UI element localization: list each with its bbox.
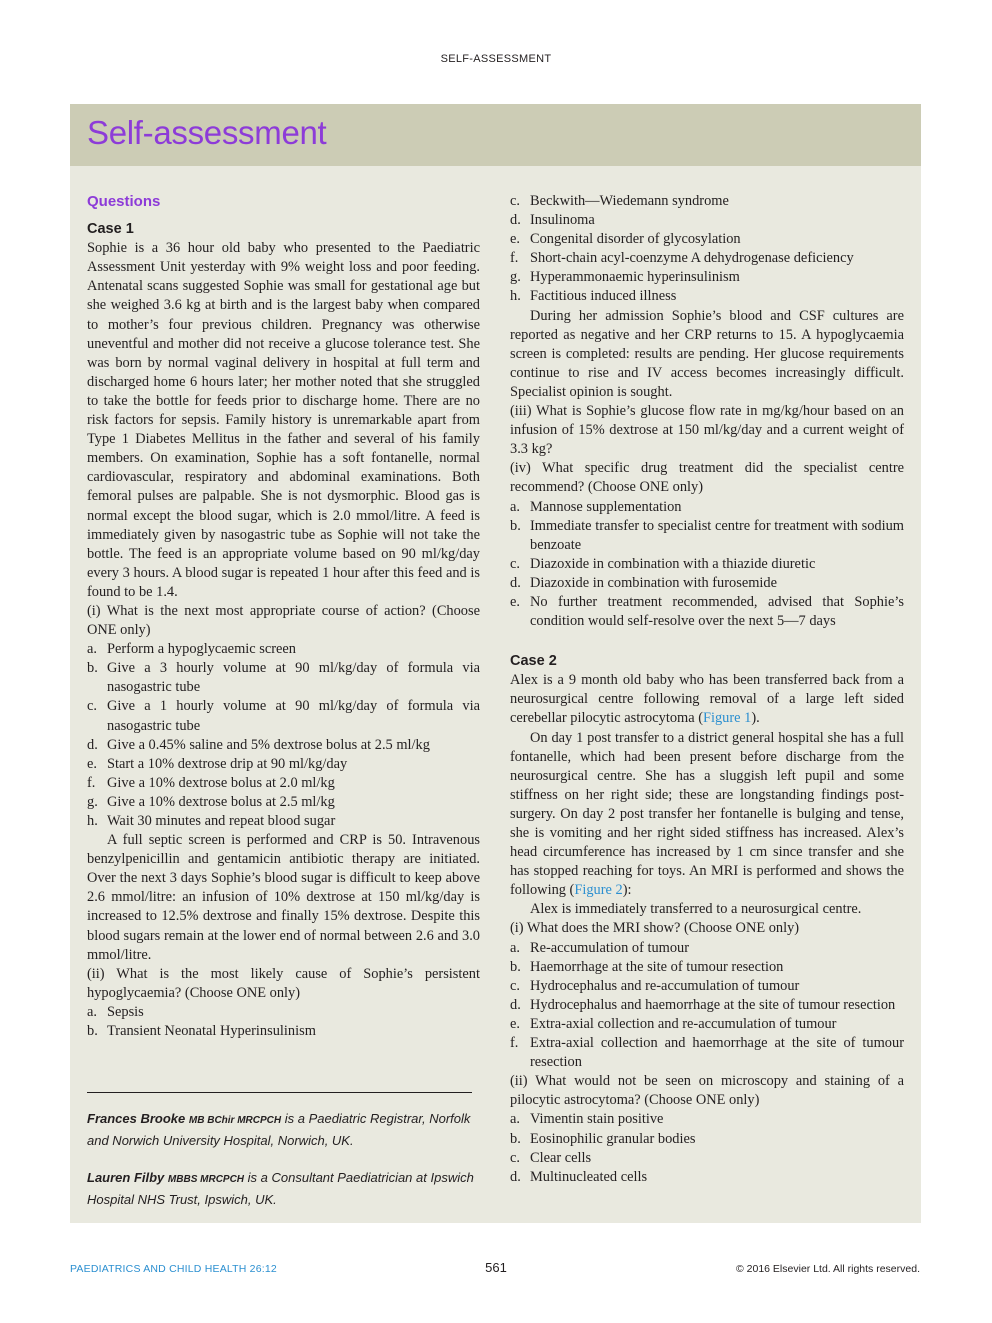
option-item: f. Extra-axial collection and haemorrhage at the site of tumour resection xyxy=(510,1035,904,1071)
option-item: a. Sepsis xyxy=(87,1003,144,1020)
option-item: c. Hydrocephalus and re-accumulation of tumour xyxy=(510,977,800,994)
option-item: a. Perform a hypoglycaemic screen xyxy=(87,641,296,658)
case1-q2-options-right xyxy=(510,192,904,307)
figure-1-link[interactable]: Figure 1 xyxy=(702,710,752,727)
case1-q1-options xyxy=(87,640,480,831)
option-item: c. Diazoxide in combination with a thiazide diuretic xyxy=(510,555,816,572)
option-item: f. Short-chain acyl-coenzyme A dehydrogenase deficiency xyxy=(510,250,854,267)
page-title: Self-assessment xyxy=(87,114,327,151)
case1-para2: A full septic screen is performed and CRP is 50. Intravenous benzylpenicillin and gentamicin antibiotic therapy are initiated. Over the next 3 days Sophie’s blood sugar is difficult to keep above 2.6 mmol/litre: an infusion of 10% dextrose at 150 ml/kg/day is increased to 12.5% dextrose and finally 15% dextrose. Despite this blood sugars remain at the lower end of normal between 2.6 and 3.0 mmol/litre. xyxy=(87,832,480,963)
option-item: b. Transient Neonatal Hyperinsulinism xyxy=(87,1023,316,1040)
case1-heading: Case 1 xyxy=(87,221,134,238)
case1-q2-options-left xyxy=(87,1003,480,1041)
section-heading-questions: Questions xyxy=(87,193,161,210)
left-column xyxy=(87,192,480,1041)
option-item: b. Give a 3 hourly volume at 90 ml/kg/day of formula via nasogastric tube xyxy=(87,660,480,696)
footer-journal: PAEDIATRICS AND CHILD HEALTH 26:12 xyxy=(70,1263,277,1275)
option-item: d. Insulinoma xyxy=(510,212,595,229)
option-item: f. Give a 10% dextrose bolus at 2.0 ml/kg xyxy=(87,774,335,791)
option-item: h. Factitious induced illness xyxy=(510,288,677,305)
option-item: d. Hydrocephalus and haemorrhage at the site of tumour resection xyxy=(510,996,896,1013)
case1-question-1: (i) What is the next most appropriate course of action? (Choose ONE only) xyxy=(87,602,480,639)
figure-2-link[interactable]: Figure 2 xyxy=(574,882,623,899)
option-item: d. Multinucleated cells xyxy=(510,1168,648,1185)
option-item: c. Beckwith—Wiedemann syndrome xyxy=(510,193,729,209)
case2-question-2: (ii) What would not be seen on microscopy and staining of a pilocytic astrocytoma? (Choose ONE only) xyxy=(510,1073,904,1109)
option-item: g. Give a 10% dextrose bolus at 2.5 ml/kg xyxy=(87,793,335,810)
case1-question-2: (ii) What is the most likely cause of Sophie’s persistent hypoglycaemia? (Choose ONE only) xyxy=(87,965,480,1001)
author-affiliation: is a Paediatric Registrar, Norfolk and Norwich University Hospital, Norwich, UK. xyxy=(87,1111,471,1148)
option-item: g. Hyperammonaemic hyperinsulinism xyxy=(510,269,740,286)
author-name: Lauren Filby xyxy=(87,1170,165,1185)
option-item: a. Re-accumulation of tumour xyxy=(510,939,690,956)
case2-q1-options xyxy=(510,939,904,1073)
option-item: h. Wait 30 minutes and repeat blood sugar xyxy=(87,813,336,829)
option-item: a. Vimentin stain positive xyxy=(510,1111,664,1128)
footer-copyright: © 2016 Elsevier Ltd. All rights reserved. xyxy=(736,1263,920,1275)
running-head: SELF-ASSESSMENT xyxy=(440,53,552,65)
case2-para3: Alex is immediately transferred to a neurosurgical centre. xyxy=(530,901,862,918)
author-note-1 xyxy=(87,1109,477,1150)
option-item: d. Give a 0.45% saline and 5% dextrose bolus at 2.5 ml/kg xyxy=(87,736,430,753)
option-item: c. Clear cells xyxy=(510,1149,592,1166)
option-item: e. Start a 10% dextrose drip at 90 ml/kg/day xyxy=(87,755,348,772)
option-item: b. Eosinophilic granular bodies xyxy=(510,1130,696,1147)
author-divider xyxy=(87,1092,472,1093)
title-band xyxy=(70,104,921,166)
case1-question-4: (iv) What specific drug treatment did the specialist centre recommend? (Choose ONE only) xyxy=(510,460,904,496)
case1-intro: Sophie is a 36 hour old baby who presented to the Paediatric Assessment Unit yesterday with 9% weight loss and poor feeding. Antenatal scans suggested Sophie was small for gestational age but she weighed 3.6 kg at birth and is the largest baby when compared to mother’s four previous children. Pregnancy was otherwise uneventful and mother did not receive a glucose tolerance test. She was born by normal vaginal delivery in hospital at full term and discharged home 6 hours later; her mother noted that she struggled to take the bottle for feeds prior to discharge home. There are no risk factors for sepsis. Family history is unremarkable apart from Type 1 Diabetes Mellitus in the father and several of his family members. On examination, Sophie has a soft fontanelle, normal cardiovascular, respiratory and abdominal examinations. Both femoral pulses are palpable. She is not dysmorphic. Blood gas is normal except the blood sugar, which is 2.0 mmol/litre. A feed is immediately given by nasogastric tube as Sophie will not take the bottle. The feed is an appropriate volume based on 90 ml/kg/day every 3 hours. A blood sugar is repeated 1 hour after this feed and is found to be 1.4. xyxy=(87,240,480,600)
option-item: e. Extra-axial collection and re-accumulation of tumour xyxy=(510,1015,837,1032)
case1-para3: During her admission Sophie’s blood and CSF cultures are reported as negative and her CRP returns to 15. A hypoglycaemia screen is completed: results are pending. Her glucose requirements continue to rise and IV access becomes increasingly difficult. Specialist opinion is sought. xyxy=(510,307,904,400)
case1-question-3: (iii) What is Sophie’s glucose flow rate in mg/kg/hour based on an infusion of 15% dextrose at 150 ml/kg/day and a current weight of 3.3 kg? xyxy=(510,403,904,458)
case2-question-1: (i) What does the MRI show? (Choose ONE only) xyxy=(510,920,800,937)
author-affiliation: is a Consultant Paediatrician at Ipswich Hospital NHS Trust, Ipswich, UK. xyxy=(87,1170,474,1207)
option-item: b. Immediate transfer to specialist centre for treatment with sodium benzoate xyxy=(510,517,904,553)
option-item: e. No further treatment recommended, advised that Sophie’s condition would self-resolve over the next 5—7 days xyxy=(510,593,904,630)
case2-intro: Alex is a 9 month old baby who has been transferred back from a neurosurgical centre following removal of a large left sided cerebellar pilocytic astrocytoma (Figure 1). xyxy=(510,672,904,727)
author-note-2 xyxy=(87,1168,477,1209)
option-item: e. Congenital disorder of glycosylation xyxy=(510,231,741,248)
author-degrees: MB BChir MRCPCH xyxy=(188,1115,282,1126)
case2-para2: On day 1 post transfer to a district general hospital she has a full fontanelle, which had been present before discharge from the neurosurgical centre. She has a sluggish left pupil and some stiffness on her right side; these are longstanding findings post-surgery. On day 2 post transfer her fontanelle is bulging and tense, she is vomiting and her right sided stiffness has increased. Alex’s head circumference has increased by 1 cm since transfer and she has stopped reaching for toys. An MRI is performed and shows the following (Figure 2): xyxy=(510,729,904,899)
option-item: d. Diazoxide in combination with furosemide xyxy=(510,574,777,591)
option-item: c. Give a 1 hourly volume at 90 ml/kg/day of formula via nasogastric tube xyxy=(87,698,480,734)
case2-heading: Case 2 xyxy=(510,653,557,670)
author-name: Frances Brooke xyxy=(87,1111,186,1126)
case1-q4-options xyxy=(510,498,904,632)
option-item: b. Haemorrhage at the site of tumour resection xyxy=(510,958,784,975)
author-degrees: MBBS MRCPCH xyxy=(167,1174,245,1185)
page-number: 561 xyxy=(485,1260,507,1275)
option-item: a. Mannose supplementation xyxy=(510,498,682,515)
right-column xyxy=(510,192,904,1187)
case2-q2-options xyxy=(510,1110,904,1186)
